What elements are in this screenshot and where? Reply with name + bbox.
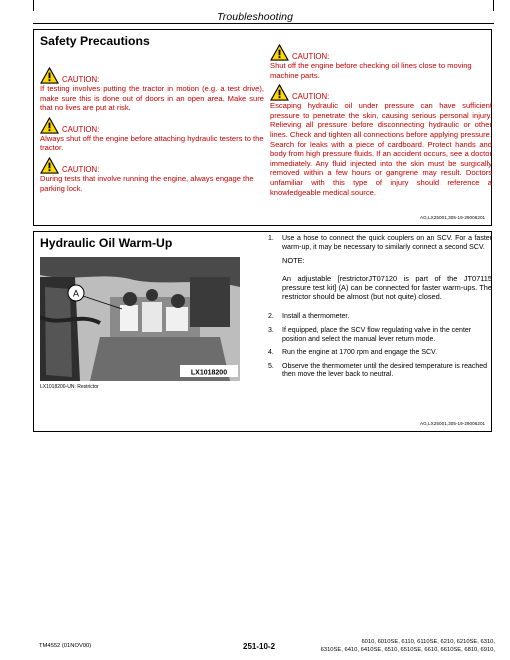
caution-label: CAUTION: — [62, 75, 100, 84]
warning-triangle-icon — [270, 84, 289, 101]
callout-a-label: A — [72, 288, 80, 299]
safety-reference-code: AG,LX25001,305-19-29006201 — [420, 215, 486, 220]
restrictor-photo — [40, 257, 240, 381]
warning-triangle-icon — [270, 44, 289, 61]
caution-heading — [40, 117, 264, 134]
caution-text: Always shut off the engine before attaching hydraulic testers to the tractor. — [40, 133, 264, 153]
note-text: An adjustable [restrictorJT07120 is part of the JT07115 pressure test kit] (A) can be connected for faster warm-ups. The restrictor should be almost (but not quite) closed. — [282, 273, 492, 302]
list-item — [268, 313, 492, 322]
hydraulic-reference-code: AG,LX25001,305-19-29006201 — [420, 421, 486, 426]
safety-left-column — [40, 67, 264, 193]
step-text: Observe the thermometer until the desired temperature is reached then move the lever back to neutral. — [282, 362, 488, 379]
safety-right-column — [270, 44, 492, 197]
warning-triangle-icon — [40, 67, 59, 84]
warmup-steps — [268, 235, 492, 385]
step-number: 3. — [268, 326, 274, 334]
note-label: NOTE: — [282, 256, 305, 266]
caution-label: CAUTION: — [62, 164, 100, 174]
hydraulic-section-title: Hydraulic Oil Warm-Up — [40, 236, 173, 250]
photo-id-label: LX1018200 — [190, 369, 228, 377]
manual-code: TM4552 (01NOV00) — [39, 643, 92, 649]
caution-text: Escaping hydraulic oil under pressure can have sufficient pressure to penetrate the skin, causing serious personal injury. Relieving all pressure before disconnecting hydraulic or other lines. Check and tighten all connections before applying pressure. Search for leaks with a piece of cardboard. Protect hands and body from high pressure fluids. If an accident occurs, see a doctor immediately. Any fluid injected into the skin must be surgically removed within a few hours or gangrene may result. Doctors unfamiliar with this type of injury should reference a knowledgeable medical source. — [270, 101, 492, 197]
step-text: Use a hose to connect the quick couplers on an SCV. For a faster warm-up, it may be necessary to similarly connect a second SCV. — [282, 235, 492, 251]
caution-heading — [270, 44, 492, 61]
step-number: 5. — [268, 362, 274, 370]
model-list-line: 6310SE, 6410, 6410SE, 6510, 6510SE, 6610, 6610SE, 6810, 6910, — [320, 646, 495, 653]
list-item — [268, 327, 492, 344]
header-right-rule — [493, 0, 494, 11]
step-text: Install a thermometer. — [282, 313, 350, 321]
model-list-line: 6010, 6010SE, 6110, 6110SE, 6210, 6210SE, 6310, — [361, 639, 495, 645]
caution-label: CAUTION: — [292, 92, 330, 102]
safety-section-title: Safety Precautions — [40, 34, 150, 48]
caution-heading — [40, 67, 264, 84]
step-number: 4. — [268, 349, 274, 357]
list-item — [268, 235, 492, 252]
page-header-title: Troubleshooting — [216, 11, 294, 23]
photo-caption: LX1018200-UN: Restrictor — [40, 384, 99, 390]
warning-triangle-icon — [40, 117, 59, 134]
list-item — [268, 363, 492, 380]
caution-text: During tests that involve running the engine, always engage the parking lock. — [40, 173, 254, 193]
page-number: 251-10-2 — [243, 642, 276, 651]
caution-heading — [40, 157, 264, 174]
header-divider — [33, 23, 494, 24]
caution-text: If testing involves putting the tractor in motion (e.g. a test drive), make sure this is done out of doors in an open area. Make sure that no lives are put at risk. — [40, 84, 264, 113]
tractor-valve-illustration — [40, 257, 240, 381]
list-item — [268, 349, 492, 358]
model-list — [305, 639, 495, 654]
step-text: Run the engine at 1700 rpm and engage the SCV. — [282, 349, 438, 357]
header-left-rule — [33, 0, 34, 11]
step-number: 2. — [268, 313, 274, 321]
warning-triangle-icon — [40, 157, 59, 174]
step-number: 1. — [268, 235, 274, 242]
caution-heading — [270, 84, 492, 101]
caution-label: CAUTION: — [62, 124, 100, 134]
step-text: If equipped, place the SCV flow regulating valve in the center position and select the manual lever return mode. — [282, 326, 472, 343]
caution-text: Shut off the engine before checking oil lines close to moving machine parts. — [270, 61, 472, 80]
caution-label: CAUTION: — [292, 52, 330, 61]
